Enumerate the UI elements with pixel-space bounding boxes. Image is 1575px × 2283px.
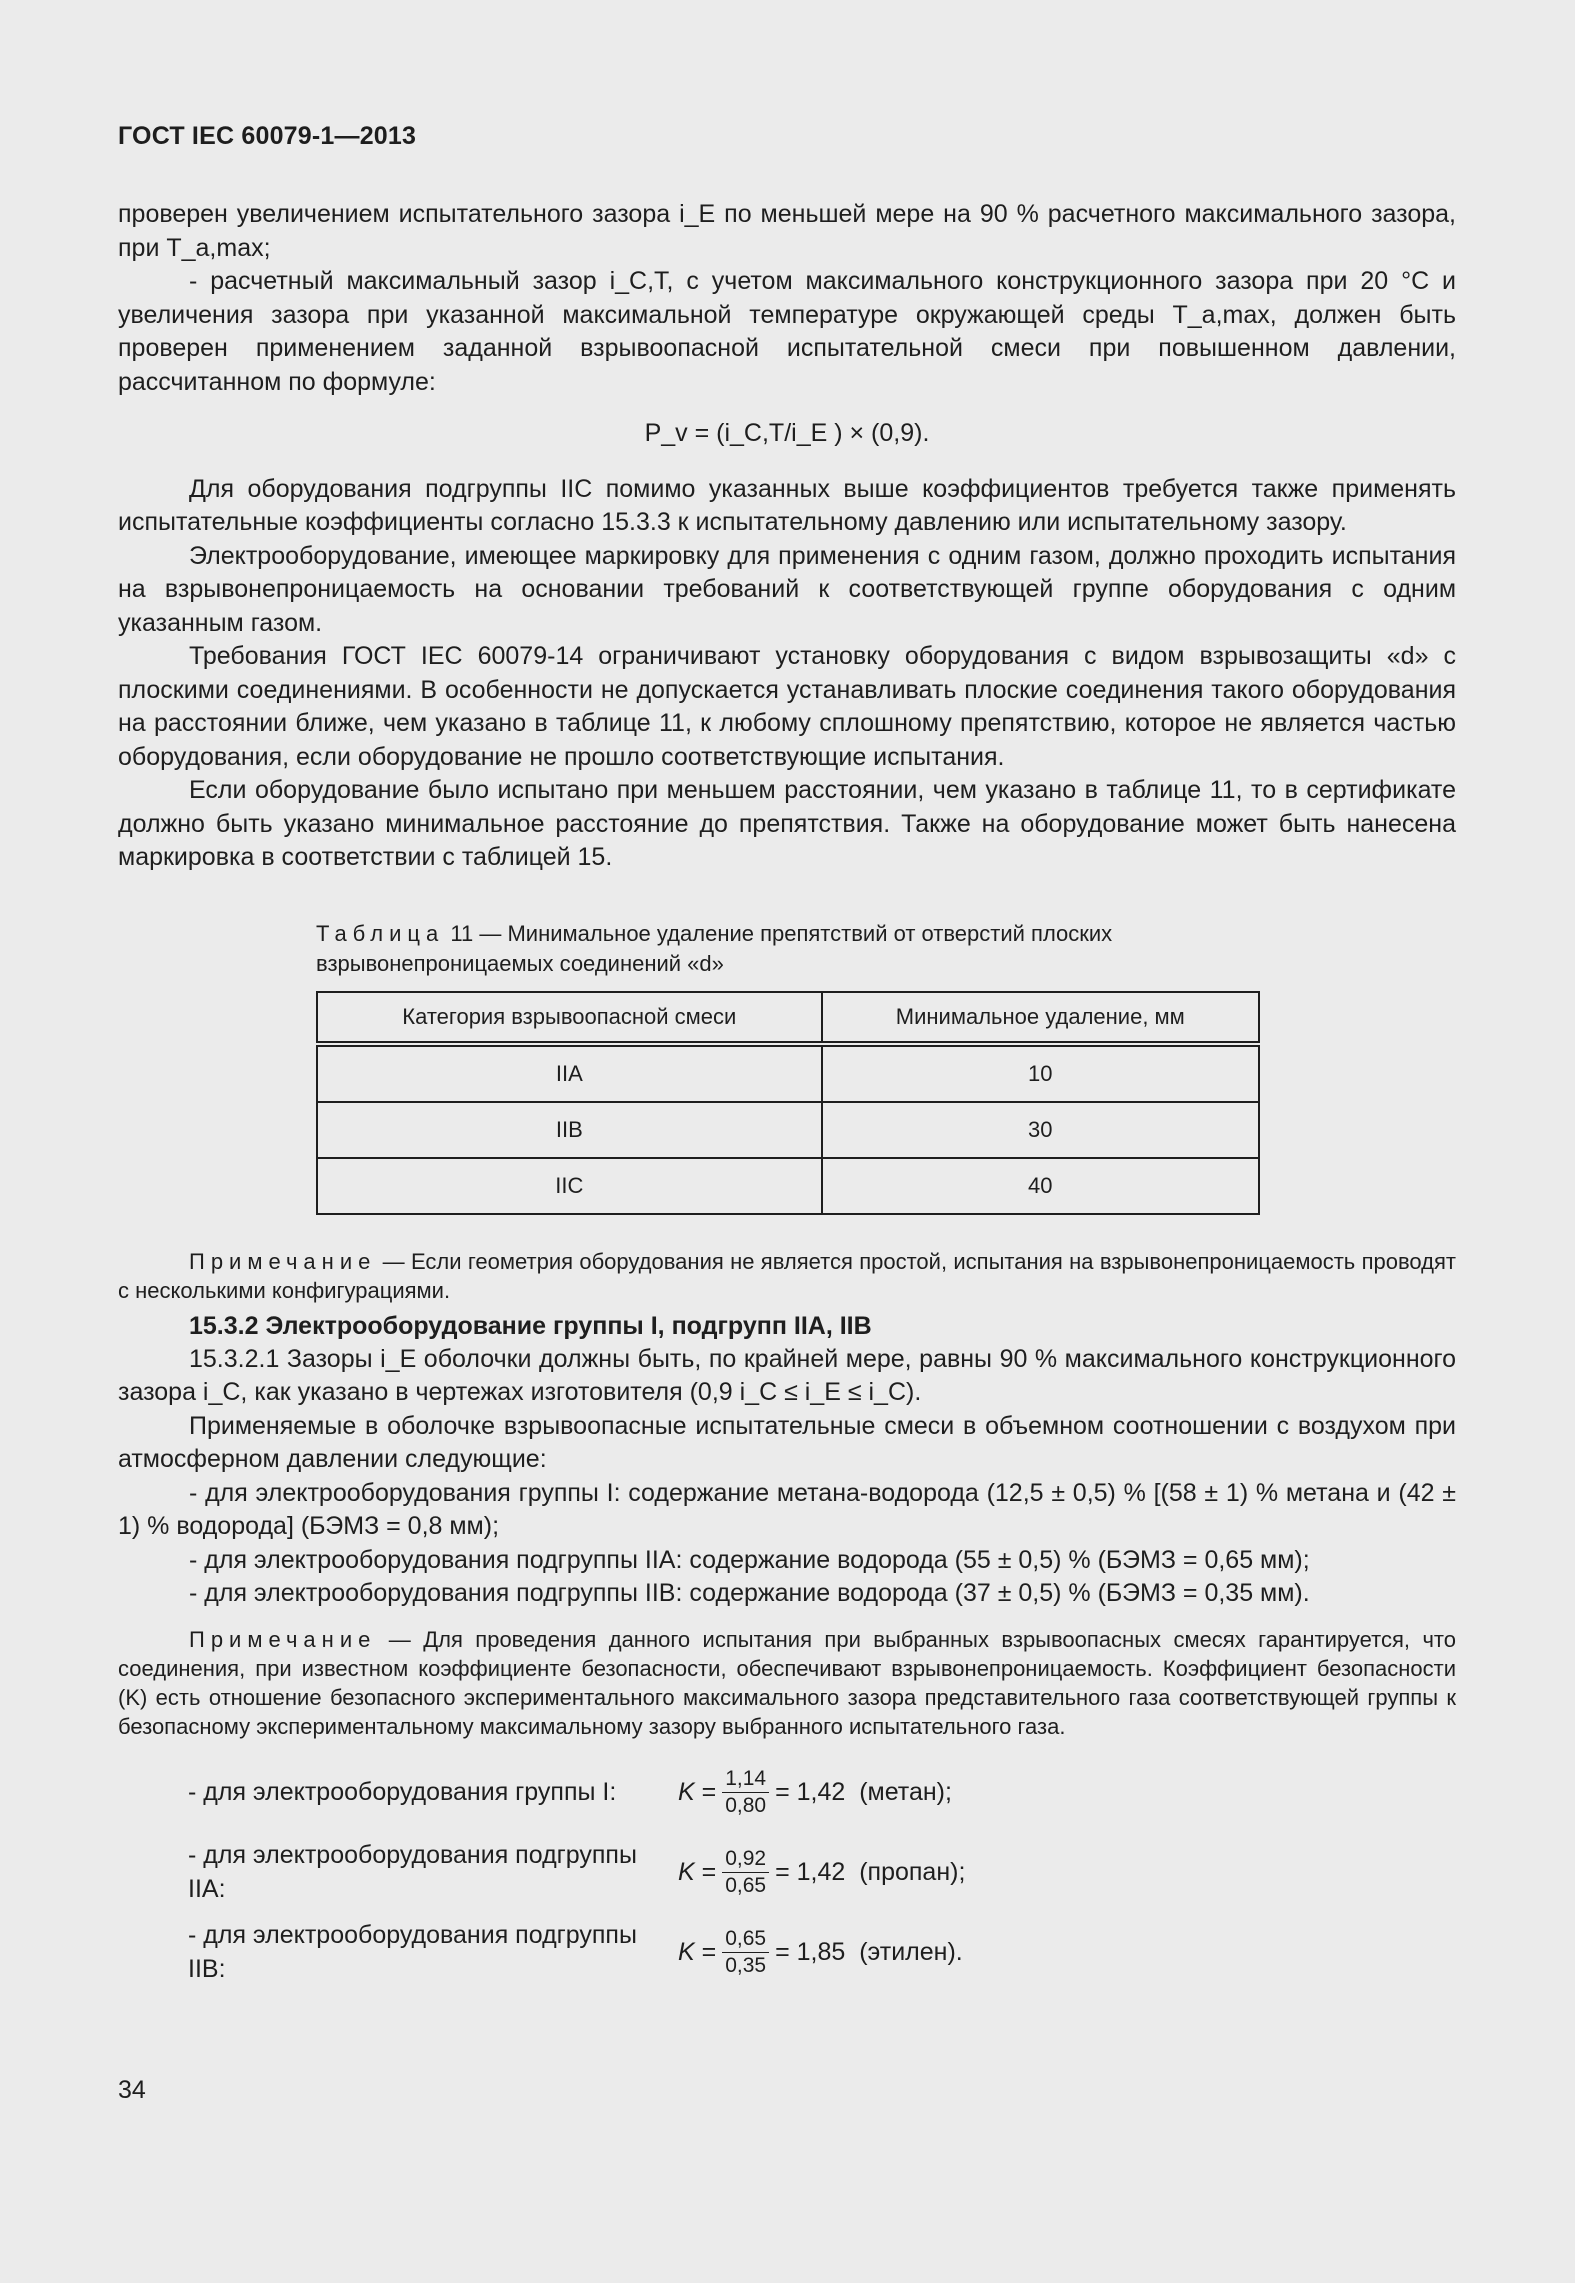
formula-label: - для электрооборудования группы I: <box>188 1777 617 1806</box>
table-cell: IIB <box>317 1102 822 1158</box>
table-cell: 30 <box>822 1102 1259 1158</box>
paragraph: - для электрооборудования подгруппы IIB: содержание водорода (37 ± 0,5) % (БЭМЗ = 0,35 мм). <box>189 1579 1310 1607</box>
table-row <box>317 1158 1259 1214</box>
fraction <box>722 1846 769 1899</box>
table-cell: IIA <box>317 1044 822 1102</box>
table-caption-text: 11 — Минимальное удаление препятствий от отверстий плоских взрывонепроницаемых соединений «d» <box>316 920 1113 976</box>
formula-result: = 1,42 <box>775 1777 846 1806</box>
formula-row: - для электрооборудования подгруппы IIB: K = $\frac{0,65}{0,35}$ = 1,85 (этилен). <box>118 1913 1456 1993</box>
formula-row: - для электрооборудования группы I: K = $\frac{1,14}{0,80}$ = 1,42 (метан); <box>118 1753 1456 1833</box>
fraction-denominator: 0,65 <box>725 1874 767 1897</box>
formula-label: - для электрооборудования подгруппы IIB: <box>188 1921 637 1983</box>
page-number: 34 <box>118 2076 146 2104</box>
paragraph: Требования ГОСТ IEC 60079-14 ограничивают установку оборудования с видом взрывозащиты «d» с плоскими соединениями. В особенности не допускается устанавливать плоские соединения такого оборудования на расстоянии ближе, чем указано в таблице 11, к любому сплошному препятствию, которое не является частью оборудования, если оборудование не прошло соответствующие испытания. <box>118 642 1456 771</box>
fraction-denominator: 0,80 <box>725 1794 767 1817</box>
table-row <box>317 1102 1259 1158</box>
formula-gas: (пропан); <box>859 1857 966 1886</box>
paragraph: Для оборудования подгруппы IIC помимо указанных выше коэффициентов требуется также применять испытательные коэффициенты согласно 15.3.3 к испытательному давлению или испытательному зазору. <box>118 474 1456 536</box>
note-text: — Для проведения данного испытания при выбранных взрывоопасных смесях гарантируется, что соединения, при известном коэффициенте безопасности, обеспечивают взрывонепроницаемость. Коэффициент безопасности (K) есть отношение безопасного экспериментального максимального зазора представительного газа соответствующей группы к безопасному экспериментальному максимальному зазору выбранного испытательного газа. <box>118 1626 1456 1739</box>
formula-gas: (этилен). <box>859 1937 963 1966</box>
table-header-cell: Минимальное удаление, мм <box>822 992 1259 1044</box>
note <box>118 1625 1456 1741</box>
fraction-numerator: 1,14 <box>722 1766 769 1793</box>
paragraph: - расчетный максимальный зазор i_C,T, с учетом максимального конструкционного зазора при 20 °C и увеличения зазора при указанной максимальной температуре окружающей среды T_a,max, должен быть проверен применением заданной взрывоопасной испытательной смеси при повышенном давлении, рассчитанном по формуле: <box>118 267 1456 396</box>
paragraph: - для электрооборудования группы I: содержание метана-водорода (12,5 ± 0,5) % [(58 ± 1) % метана и (42 ± 1) % водорода] (БЭМЗ = 0,8 мм); <box>118 1478 1456 1540</box>
note-word: Примечание <box>189 1626 377 1652</box>
table-cell: IIC <box>317 1158 822 1214</box>
formula: P_v = (i_C,T/i_E ) × (0,9). <box>644 419 930 447</box>
table-header-cell: Категория взрывоопасной смеси <box>317 992 822 1044</box>
table-cell: 10 <box>822 1044 1259 1102</box>
paragraph: 15.3.2.1 Зазоры i_E оболочки должны быть, по крайней мере, равны 90 % максимального конструкционного зазора i_C, как указано в чертежах изготовителя (0,9 i_C ≤ i_E ≤ i_C). <box>118 1344 1456 1406</box>
note-word: Примечание <box>189 1248 377 1274</box>
formula-label: - для электрооборудования подгруппы IIA: <box>188 1841 637 1903</box>
fraction <box>722 1766 769 1819</box>
table-caption <box>316 919 1256 979</box>
page-header: ГОСТ IEC 60079-1—2013 <box>118 122 417 150</box>
table-row <box>317 1044 1259 1102</box>
formula-row: - для электрооборудования подгруппы IIA: K = $\frac{0,92}{0,65}$ = 1,42 (пропан); <box>118 1833 1456 1913</box>
formula-gas: (метан); <box>859 1777 952 1806</box>
note <box>118 1247 1456 1305</box>
paragraph: проверен увеличением испытательного зазора i_E по меньшей мере на 90 % расчетного максимального зазора, при T_a,max; <box>118 200 1456 262</box>
paragraph: Электрооборудование, имеющее маркировку для применения с одним газом, должно проходить испытания на взрывонепроницаемость на основании требований к соответствующей группе оборудования с одним указанным газом. <box>118 541 1456 637</box>
fraction <box>722 1926 769 1979</box>
section-title: 15.3.2 Электрооборудование группы I, подгрупп IIA, IIB <box>189 1311 872 1340</box>
fraction-numerator: 0,92 <box>722 1846 769 1873</box>
table-cell: 40 <box>822 1158 1259 1214</box>
paragraph: Применяемые в оболочке взрывоопасные испытательные смеси в объемном соотношении с воздухом при атмосферном давлении следующие: <box>118 1411 1456 1473</box>
table-11 <box>316 991 1260 1215</box>
fraction-denominator: 0,35 <box>725 1954 767 1977</box>
paragraph: Если оборудование было испытано при меньшем расстоянии, чем указано в таблице 11, то в сертификате должно быть указано минимальное расстояние до препятствия. Также на оборудование может быть нанесена маркировка в соответствии с таблицей 15. <box>118 776 1456 871</box>
formula-result: = 1,85 <box>775 1937 846 1966</box>
page-body <box>118 198 1456 1993</box>
fraction-numerator: 0,65 <box>722 1926 769 1953</box>
formula-result: = 1,42 <box>775 1857 846 1886</box>
paragraph: - для электрооборудования подгруппы IIA: содержание водорода (55 ± 0,5) % (БЭМЗ = 0,65 мм); <box>189 1545 1310 1574</box>
table-caption-word: Таблица <box>316 920 445 946</box>
note-text: — Если геометрия оборудования не является простой, испытания на взрывонепроницаемость проводят с несколькими конфигурациями. <box>118 1248 1456 1303</box>
